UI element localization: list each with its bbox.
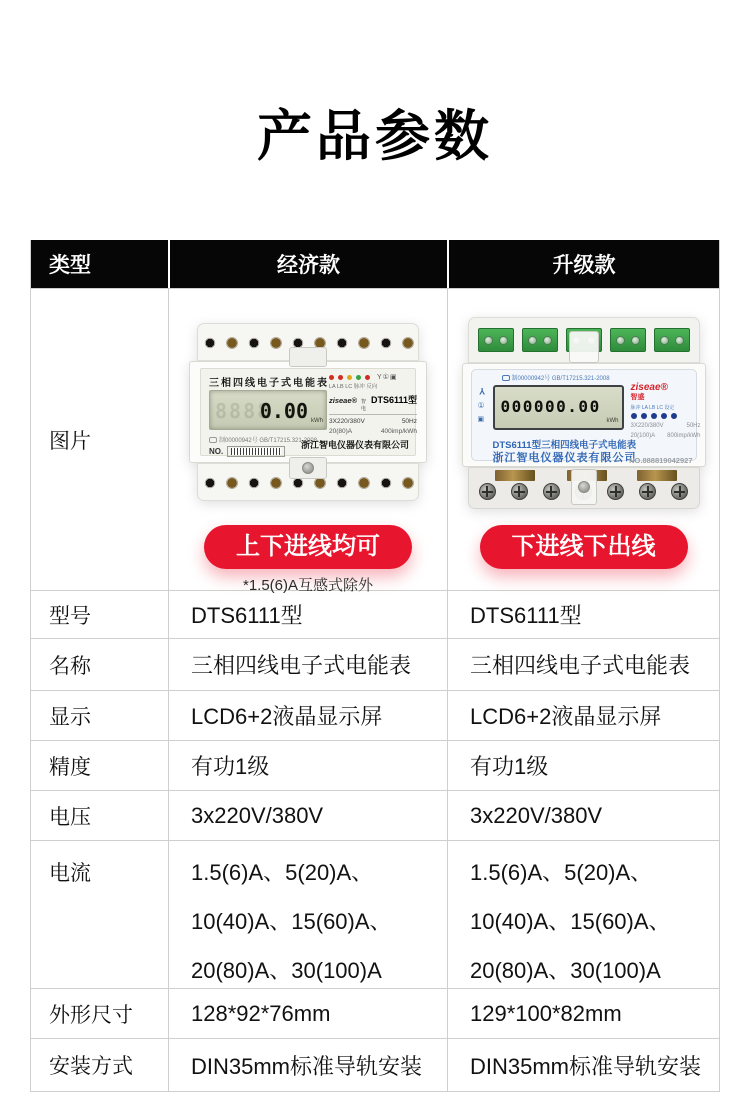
- table-row: [31, 840, 719, 988]
- product-photo-economy: [189, 323, 427, 501]
- cover-clip-bottom: [571, 469, 597, 505]
- barcode: [227, 446, 285, 457]
- terminal-screw-icon: [484, 336, 493, 345]
- row-label: 外形尺寸: [49, 1003, 133, 1027]
- serial-number: NO.888819042927: [629, 456, 693, 465]
- row-value-upgrade: DIN35mm标准导轨安装: [447, 1039, 719, 1091]
- row-value-economy: DIN35mm标准导轨安装: [168, 1039, 447, 1091]
- meter-symbol-icons: Y①▣: [377, 374, 398, 381]
- wire-clamp: [495, 470, 535, 481]
- brand-chinese: 智盛: [630, 394, 645, 401]
- green-terminal: [610, 328, 646, 352]
- terminal-screw-icon: [543, 336, 552, 345]
- spec-table: [30, 240, 720, 1092]
- led-indicator-row: [329, 373, 417, 381]
- table-row: [31, 690, 719, 740]
- cert-mark-icon: [209, 437, 217, 443]
- led-icon: [661, 413, 667, 419]
- image-row: [31, 288, 719, 594]
- product-photo-upgrade: [462, 317, 706, 509]
- row-value-upgrade: 129*100*82mm: [447, 989, 719, 1038]
- row-value-upgrade: 三相四线电子式电能表: [447, 639, 719, 690]
- lcd-unit: kWh: [311, 418, 323, 424]
- row-label-image: 图片: [49, 429, 91, 453]
- serial-label: NO.: [209, 447, 224, 456]
- terminal-screw-icon: [671, 483, 688, 500]
- header-type: 类型: [49, 254, 91, 277]
- table-row: [31, 740, 719, 790]
- led-icon: [347, 375, 352, 380]
- serial-row: [209, 446, 285, 457]
- terminal-screw-icon: [631, 336, 640, 345]
- table-row: [31, 638, 719, 690]
- cert-mark-icon: [502, 375, 510, 381]
- brand-row: [329, 393, 417, 415]
- led-icon: [365, 375, 370, 380]
- led-icon: [329, 375, 334, 380]
- cover-clip-bottom: [289, 457, 327, 479]
- row-value-economy: LCD6+2液晶显示屏: [168, 691, 447, 740]
- header-upgrade: 升级款: [447, 240, 719, 288]
- row-value-economy: 128*92*76mm: [168, 989, 447, 1038]
- table-header-row: [31, 240, 719, 288]
- led-icon: [671, 413, 677, 419]
- table-row: [31, 988, 719, 1038]
- terminal-screw-icon: [616, 336, 625, 345]
- certification-line: 制00000942号 GB/T17215.321-2008: [502, 373, 610, 382]
- row-value-economy: DTS6111型: [168, 591, 447, 638]
- badge-economy-note: *1.5(6)A互感式除外: [242, 577, 374, 594]
- spec-line-current: 20(80)A 400imp/kWh: [329, 428, 417, 435]
- terminal-screw-icon: [607, 483, 624, 500]
- header-economy: 经济款: [168, 240, 447, 288]
- row-value-upgrade: 有功1级: [447, 741, 719, 790]
- green-terminal: [478, 328, 514, 352]
- current-line: 1.5(6)A、5(20)A、: [191, 860, 374, 885]
- row-value-economy: [168, 841, 447, 995]
- row-value-economy: 有功1级: [168, 741, 447, 790]
- current-line: 20(80)A、30(100)A: [191, 958, 382, 983]
- terminal-screw-icon: [543, 483, 560, 500]
- lcd-display: [493, 385, 624, 430]
- led-icon: [631, 413, 637, 419]
- led-indicator-row: [631, 413, 701, 419]
- green-terminal: [654, 328, 690, 352]
- row-label: 电压: [49, 805, 91, 829]
- terminal-screw-icon: [511, 483, 528, 500]
- certification-line: 制00000942号 GB/T17215.321-2008: [209, 435, 317, 444]
- badge-upgrade: 下进线下出线: [480, 525, 688, 569]
- row-value-upgrade: 3x220V/380V: [447, 791, 719, 840]
- clip-ring-icon: [578, 481, 590, 493]
- row-label: 电流: [49, 862, 91, 885]
- wire-clamp: [637, 470, 677, 481]
- brand-logo: ziseae®: [630, 382, 668, 393]
- current-line: 10(40)A、15(60)A、: [191, 909, 392, 934]
- meter-faceplate: [471, 369, 701, 465]
- badge-economy: 上下进线均可: [204, 525, 412, 569]
- row-label: 精度: [49, 755, 91, 779]
- company-name: 浙江智电仪器仪表有限公司: [300, 440, 409, 450]
- meter-model-line: DTS6111型三相四线电子式电能表: [492, 440, 637, 451]
- company-name: 浙江智电仪器仪表有限公司: [492, 452, 637, 464]
- lcd-display: [209, 390, 327, 430]
- led-icon: [338, 375, 343, 380]
- terminal-screw-icon: [675, 336, 684, 345]
- row-label: 名称: [49, 654, 91, 678]
- lcd-unit: kWh: [606, 418, 619, 424]
- led-labels: 脉冲 LA LB LC 设定: [630, 405, 675, 411]
- cover-clip-top: [569, 331, 599, 363]
- led-icon: [356, 375, 361, 380]
- current-line: 20(80)A、30(100)A: [470, 958, 661, 983]
- lcd-ghost-digits: 8888: [215, 399, 272, 423]
- page-title: 产品参数: [256, 105, 493, 167]
- terminal-screw-icon: [660, 336, 669, 345]
- class-symbol-icon: ①: [477, 401, 485, 410]
- row-label: 安装方式: [49, 1055, 133, 1078]
- led-icon: [651, 413, 657, 419]
- insulation-symbol-icon: ▣: [477, 416, 485, 423]
- phase-symbol-icon: Y: [478, 386, 485, 396]
- current-line: 10(40)A、15(60)A、: [470, 909, 671, 934]
- table-row: [31, 590, 719, 638]
- faceplate-right-block: [329, 373, 417, 435]
- row-value-upgrade: [447, 841, 719, 995]
- row-value-upgrade: DTS6111型: [447, 591, 719, 638]
- led-labels: LA LB LC 脉冲 反向: [329, 384, 378, 390]
- row-value-economy: 3x220V/380V: [168, 791, 447, 840]
- terminal-screw-icon: [499, 336, 508, 345]
- spec-line-current: 20(100)A 800imp/kWh: [630, 433, 701, 439]
- terminal-screw-icon: [528, 336, 537, 345]
- led-icon: [641, 413, 647, 419]
- economy-image-cell: [168, 289, 447, 594]
- row-label: 显示: [49, 705, 91, 729]
- spec-line-voltage: 3X220/380V 50Hz: [329, 418, 417, 425]
- lcd-value: 0.00: [259, 399, 308, 423]
- upgrade-image-cell: [447, 289, 719, 590]
- brand-logo: ziseae®: [329, 396, 358, 405]
- row-value-economy: 三相四线电子式电能表: [168, 639, 447, 690]
- brand-chinese: 智电: [361, 399, 367, 412]
- row-label: 型号: [49, 604, 91, 628]
- faceplate-right-block: [631, 382, 701, 439]
- terminal-screw-icon: [639, 483, 656, 500]
- cover-clip-top: [289, 347, 327, 367]
- spec-line-voltage: 3X220/380V 50Hz: [630, 423, 701, 429]
- meter-body: [189, 361, 427, 463]
- meter-model: DTS6111型: [370, 395, 417, 405]
- meter-body: [462, 363, 706, 467]
- lcd-value: 000000.00: [500, 397, 601, 416]
- green-terminal: [522, 328, 558, 352]
- meter-title: 三相四线电子式电能表: [209, 378, 329, 389]
- meter-faceplate: [200, 368, 416, 456]
- clip-ring-icon: [302, 462, 314, 474]
- table-row: [31, 790, 719, 840]
- terminal-screw-icon: [479, 483, 496, 500]
- faceplate-symbol-column: [478, 386, 485, 423]
- current-line: 1.5(6)A、5(20)A、: [470, 860, 653, 885]
- row-value-upgrade: LCD6+2液晶显示屏: [447, 691, 719, 740]
- table-row: [31, 1038, 719, 1091]
